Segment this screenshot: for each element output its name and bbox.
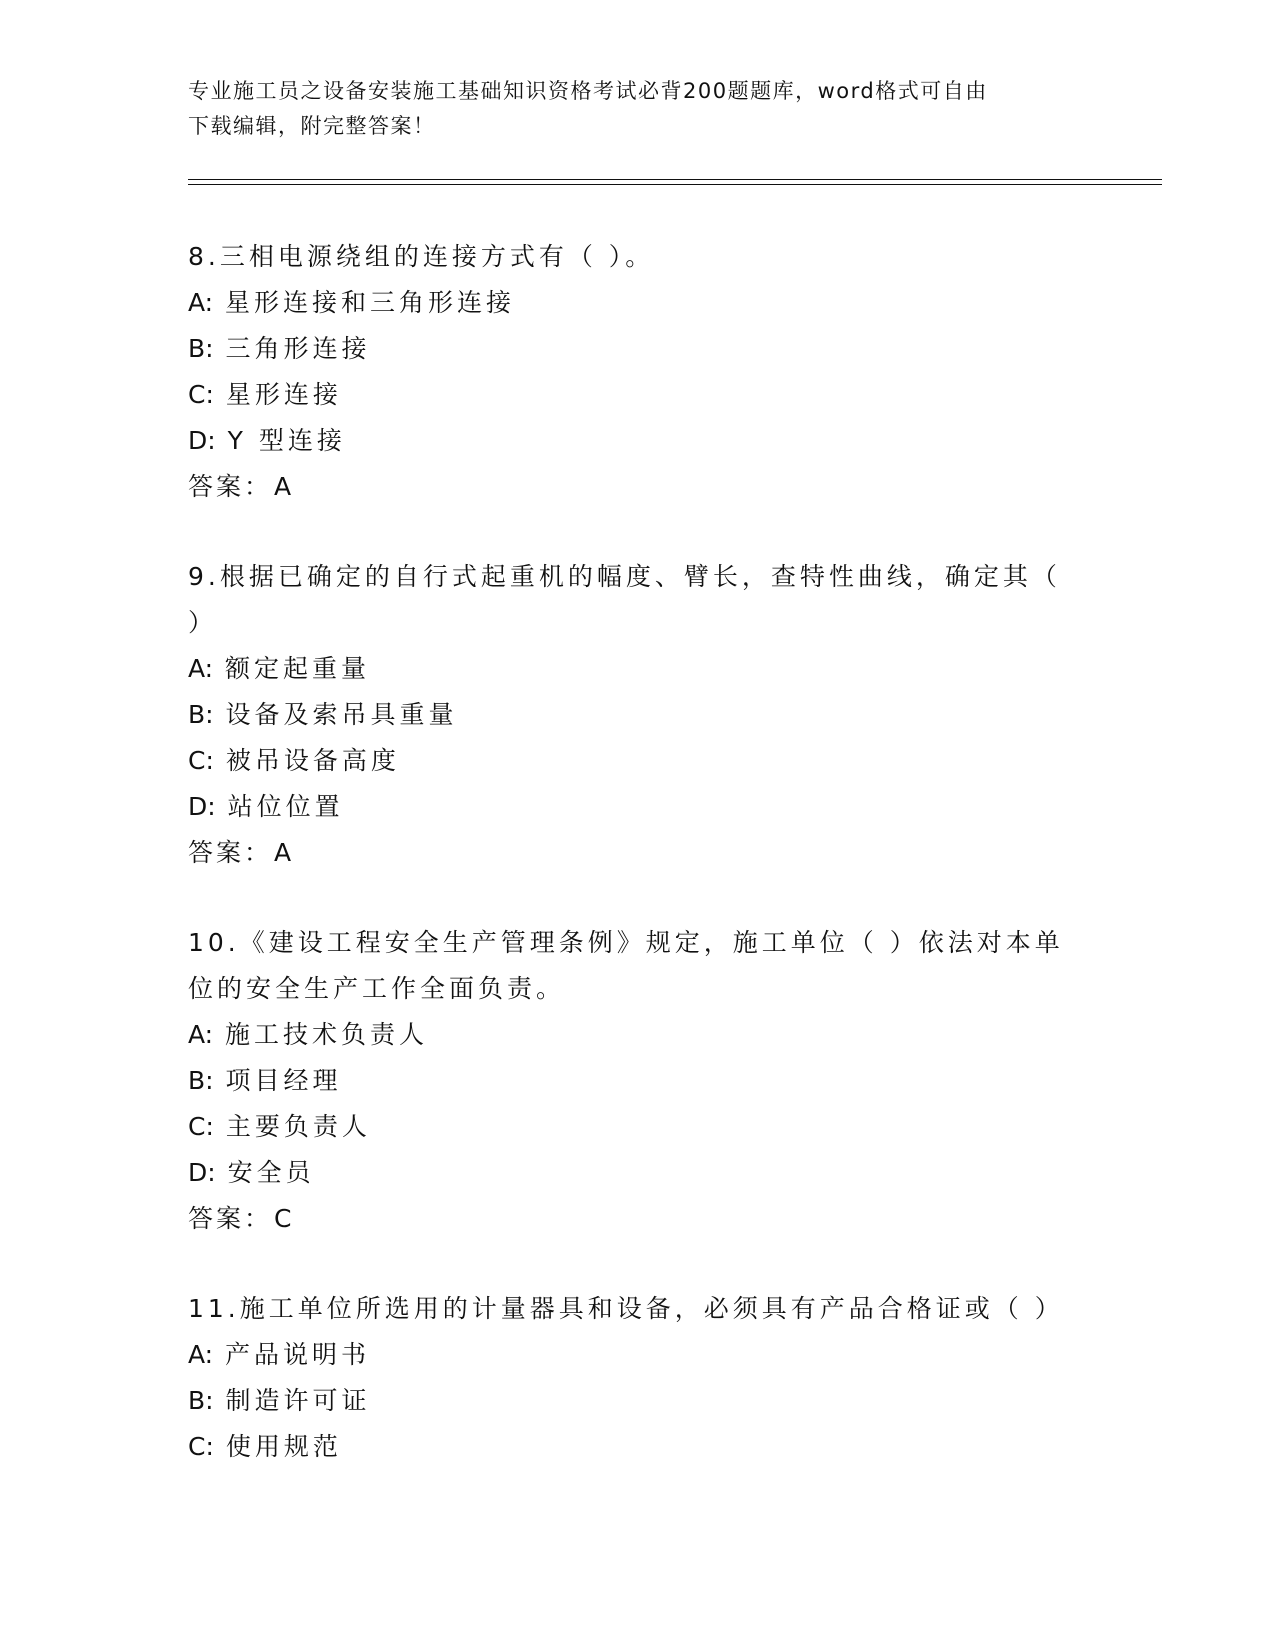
option-text: 制造许可证 [225,1386,371,1415]
question-9 [188,554,1088,876]
option-text: 施工技术负责人 [225,1020,429,1049]
option-a [188,646,1088,692]
question-text: 8.三相电源绕组的连接方式有（ ）。 [188,242,655,271]
option-text: 项目经理 [225,1066,342,1095]
option-text: 被吊设备高度 [225,746,400,775]
question-text: 11.施工单位所选用的计量器具和设备，必须具有产品合格证或（ ） [188,1294,1064,1323]
question-11 [188,1286,1088,1470]
question-list [188,234,1088,1514]
option-letter: C: [188,1432,214,1461]
question-10 [188,920,1088,1242]
answer-label: 答案： [188,472,273,501]
option-d [188,418,1088,464]
question-text-line-2: ） [188,608,218,637]
option-letter: B: [188,334,214,363]
option-text: 主要负责人 [225,1112,371,1141]
option-letter: B: [188,1066,214,1095]
option-letter: C: [188,380,214,409]
option-text: Y 型连接 [227,426,346,455]
option-letter: D: [188,426,216,455]
option-d [188,784,1088,830]
header-line-1: 专业施工员之设备安装施工基础知识资格考试必背200题题库，word格式可自由 [188,79,988,103]
option-c [188,738,1088,784]
answer-value: C [274,1204,295,1233]
option-text: 使用规范 [225,1432,342,1461]
option-text: 三角形连接 [225,334,371,363]
option-letter: B: [188,1386,214,1415]
header-line-2: 下载编辑，附完整答案！ [188,114,436,138]
answer [188,830,1088,876]
option-b [188,692,1088,738]
option-a [188,280,1088,326]
option-a [188,1012,1088,1058]
option-c [188,1424,1088,1470]
option-c [188,1104,1088,1150]
option-letter: B: [188,700,214,729]
option-a [188,1332,1088,1378]
option-d [188,1150,1088,1196]
answer-label: 答案： [188,1204,273,1233]
option-b [188,1058,1088,1104]
answer-value: A [274,838,295,867]
question-text-line-1: 9.根据已确定的自行式起重机的幅度、臂长，查特性曲线，确定其（ [188,562,1061,591]
option-letter: C: [188,1112,214,1141]
option-text: 星形连接 [225,380,342,409]
answer [188,464,1088,510]
option-letter: A: [188,1020,214,1049]
option-b [188,326,1088,372]
option-letter: A: [188,654,214,683]
option-letter: D: [188,1158,216,1187]
answer-value: A [274,472,295,501]
question-text-line-2: 位的安全生产工作全面负责。 [188,974,566,1003]
option-text: 星形连接和三角形连接 [225,288,516,317]
header-divider-bottom [188,184,1162,185]
option-letter: C: [188,746,214,775]
option-letter: D: [188,792,216,821]
option-letter: A: [188,1340,214,1369]
question-8 [188,234,1088,510]
option-text: 安全员 [227,1158,315,1187]
answer-label: 答案： [188,838,273,867]
question-text-line-1: 10.《建设工程安全生产管理条例》规定，施工单位（ ）依法对本单 [188,928,1064,957]
option-text: 站位位置 [227,792,344,821]
option-text: 产品说明书 [225,1340,371,1369]
option-text: 设备及索吊具重量 [225,700,458,729]
header-divider-top [188,179,1162,180]
document-header [188,74,1088,144]
option-b [188,1378,1088,1424]
answer [188,1196,1088,1242]
option-text: 额定起重量 [225,654,371,683]
option-letter: A: [188,288,214,317]
option-c [188,372,1088,418]
